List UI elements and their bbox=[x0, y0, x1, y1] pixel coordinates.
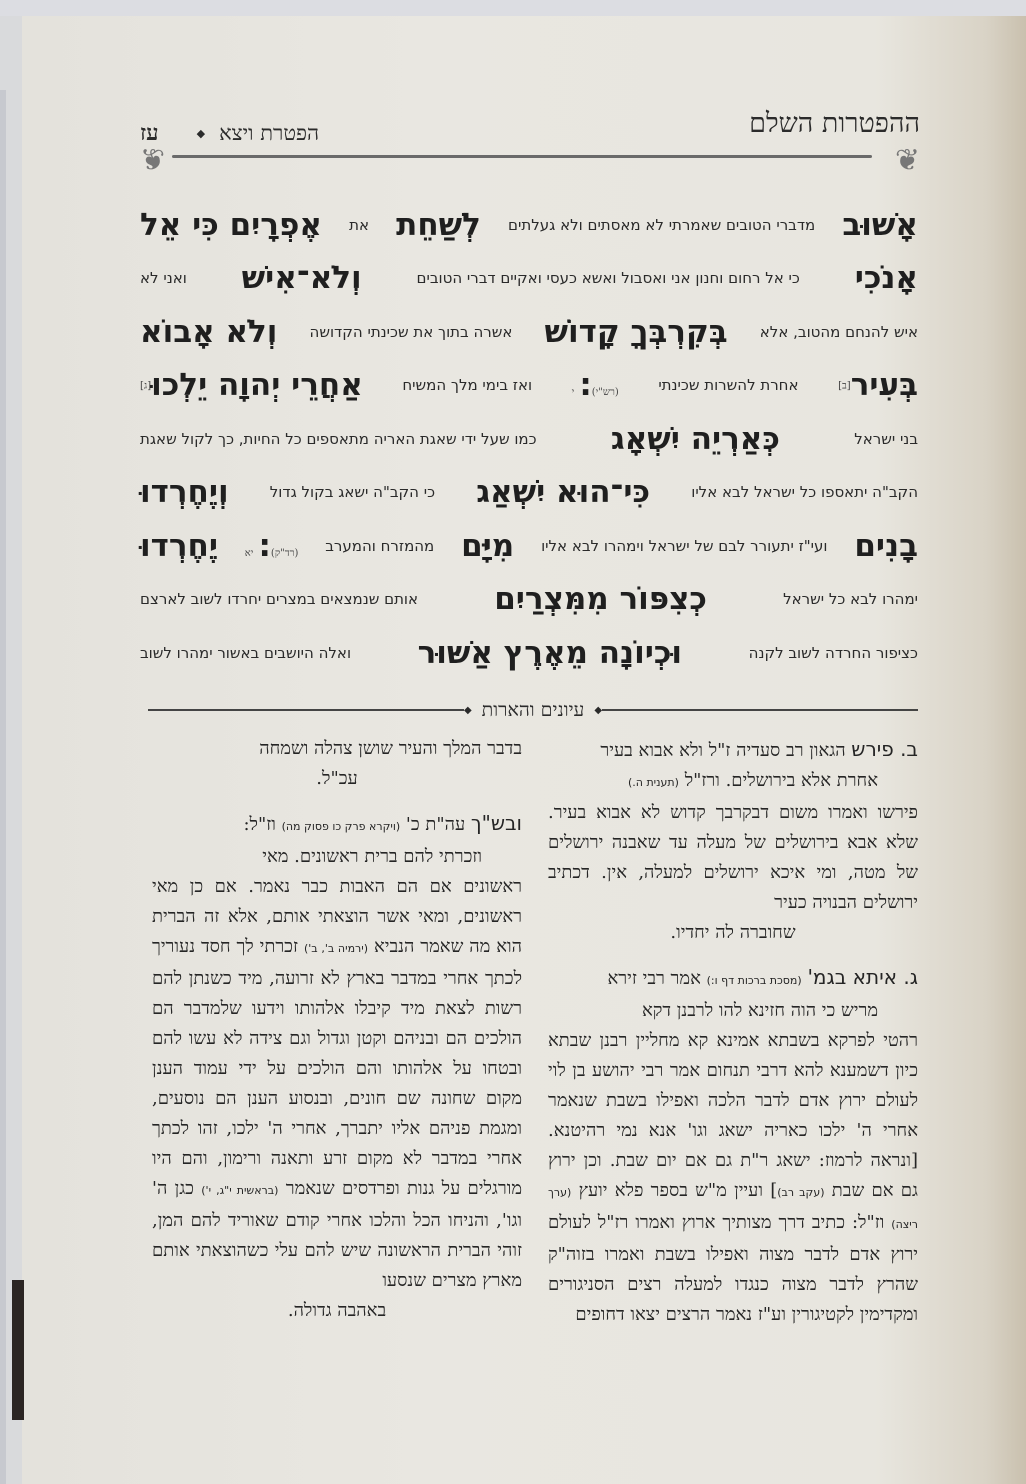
citation: (בראשית י"ג, י') bbox=[201, 1184, 279, 1197]
commentary-text: כי אל רחום וחנון אני ואסבול ואשא כעסי ואקיים דברי הטובים bbox=[416, 269, 800, 288]
citation: (תענית ה.) bbox=[627, 776, 679, 789]
header-rule bbox=[172, 155, 872, 158]
verse-word: בָנִים bbox=[854, 527, 918, 564]
book-title: ההפטרות השלם bbox=[749, 108, 920, 139]
commentary-text: אותם שנמצאים במצרים יחרדו לשוב לארצם bbox=[140, 590, 419, 609]
citation: (מסכת ברכות דף ו:) bbox=[706, 974, 802, 987]
verse-word: וּכְיוֹנָה מֵאֶרֶץ אַשּׁוּר bbox=[417, 634, 683, 671]
citation: (רד"ק) bbox=[270, 547, 299, 559]
citation: (ירמיה ב', ב') bbox=[303, 942, 368, 955]
commentary-text: מדברי הטובים שאמרתי לא מאסתים ולא געלתים bbox=[508, 215, 816, 234]
diamond-separator-icon: ◆ bbox=[196, 126, 206, 140]
verse-word: בְּקִרְבְּךָ קָדוֹשׁ bbox=[544, 313, 728, 350]
notes-title: עיונים והארות bbox=[481, 698, 585, 721]
verse-word: אֶפְרָיִם כִּי אֵל bbox=[140, 206, 322, 243]
verse-word: כִּי־הוּא יִשְׁאַג bbox=[476, 474, 651, 511]
note-text: פירשו ואמרו משום דבקרבך קדוש לא אבוא בעיר. שלא אבא בירושלים של מעלה עד שאבנה ירושלים של מטה, ומי איכא ירושלים למעלה, אין. דכתיב ירושלים הבנויה כעיר bbox=[548, 802, 918, 913]
note-text: וז"ל: bbox=[243, 814, 276, 835]
commentary-text: מהמזרח והמערב bbox=[325, 536, 435, 555]
text-line bbox=[140, 626, 918, 680]
commentary-text: כציפור החרדה לשוב לקנה bbox=[748, 643, 918, 662]
commentary-text: כמו שעל ידי שאגת האריה מתאספים כל החיות, כך לקול שאגת bbox=[140, 429, 537, 448]
note-lead: ג. איתא בגמ' bbox=[807, 965, 918, 989]
flourish-ornament-icon: ❦ bbox=[140, 143, 166, 178]
verse-word: מִיָּם bbox=[461, 527, 515, 564]
note-text: כגן ה' וגו', והניחו הכל והלכו אחרי קודם שאוריד להם המן, זוהי הברית הראשונה שיש להם עלי כשהוצאתי אותם מארץ מצרים שנסעו bbox=[152, 1178, 522, 1291]
footnote-marker: [ג] bbox=[140, 380, 152, 392]
note-text: ראשונים אם הם האבות כבר נאמר. אם כן מאי ראשונים, ומאי אשר הוצאתי אותם, אלא זה הברית הוא מה שאמר הנביא bbox=[152, 876, 522, 957]
book-spine bbox=[12, 1280, 24, 1420]
citation: (ערך ריצה) bbox=[548, 1186, 918, 1231]
note-text: באהבה גדולה. bbox=[287, 1300, 387, 1321]
note-text: אחרת אלא בירושלים. ורז"ל bbox=[684, 770, 878, 791]
verse-word: בְּעִיר bbox=[850, 367, 918, 404]
sof-pasuk: : bbox=[579, 367, 592, 404]
verse-word: וְלֹא־אִישׁ bbox=[241, 260, 362, 297]
notes-section-header bbox=[148, 700, 918, 720]
text-line bbox=[140, 359, 918, 413]
verse-number: י bbox=[571, 387, 575, 399]
page-number: עז bbox=[140, 120, 159, 146]
notes-column-right bbox=[548, 734, 918, 1344]
commentary-text: ועי"ז יתעורר לבם של ישראל וימהרו לבא אליו bbox=[541, 536, 828, 555]
note-b bbox=[548, 734, 918, 948]
note-text: וז"ל: כתיב דרך מצותיך ארוץ ואמרו רז"ל לעולם ירוץ אדם לדבר מצוה ואפילו בשבת ואמרו בזוה"ק שהרץ לדבר מצוה כנגדו למעלה רצים הסניגורים ומקדימין לקטיגורין וע"ז נאמר הרצים יצאו דחופים bbox=[548, 1212, 918, 1325]
commentary-text: ואני לא bbox=[140, 269, 187, 288]
verse-word: אָנֹכִי bbox=[854, 260, 918, 297]
note-lead: ב. פירש bbox=[851, 737, 918, 761]
sof-pasuk: : bbox=[258, 527, 271, 564]
note-text: וזכרתי להם ברית ראשונים. מאי bbox=[262, 846, 482, 867]
divider bbox=[148, 709, 464, 711]
flourish-ornament-icon: ❦ bbox=[894, 143, 920, 178]
citation: (עקב רב) bbox=[777, 1186, 825, 1199]
text-line bbox=[140, 573, 918, 627]
text-line bbox=[140, 466, 918, 520]
commentary-text: אשרה בתוך את שכינתי הקדושה bbox=[309, 322, 513, 341]
section-header bbox=[140, 120, 319, 146]
commentary-text: אחרת להשרות שכינתי bbox=[658, 376, 799, 395]
note-text: מריש כי הוה חזינא להו לרבנן דקא bbox=[641, 1000, 878, 1021]
verse-word: אַחֲרֵי יְהוָה יֵלְכוּ bbox=[151, 367, 363, 404]
note-text: אמר רבי זירא bbox=[607, 968, 701, 989]
footnote-marker: [ב] bbox=[838, 380, 851, 392]
commentary-text: את bbox=[349, 215, 369, 234]
citation: (ויקרא פרק כו פסוק מה) bbox=[281, 820, 401, 833]
text-line bbox=[140, 305, 918, 359]
note-text: ] ועיין מ"ש בספר פלא יועץ bbox=[578, 1180, 778, 1201]
note-g bbox=[548, 962, 918, 1330]
verse-word: לְשַׁחֵת bbox=[396, 206, 481, 243]
diamond-icon: ◆ bbox=[594, 704, 603, 716]
commentary-text: הקב"ה יתאספו כל ישראל לבא אליו bbox=[691, 483, 918, 502]
verse-number: יא bbox=[244, 547, 254, 559]
note-text: הגאון רב סעדיה ז"ל ולא אבוא בעיר bbox=[600, 740, 846, 761]
text-line bbox=[140, 198, 918, 252]
note-text: עה"ת כ' bbox=[405, 814, 466, 835]
verse-word: יֶחֶרְדוּ bbox=[140, 527, 218, 564]
divider bbox=[602, 709, 918, 711]
background-top-edge bbox=[0, 0, 1026, 16]
running-header bbox=[140, 108, 920, 188]
commentary-text: ואלה היושבים באשור ימהרו לשוב bbox=[140, 643, 352, 662]
note-text: שחוברה לה יחדיו. bbox=[670, 922, 796, 943]
citation: (רש"י) bbox=[591, 387, 619, 399]
verse-word: כְצִפּוֹר מִמִּצְרַיִם bbox=[494, 581, 707, 618]
commentary-text: בני ישראל bbox=[854, 429, 918, 448]
haftarah-text-with-commentary bbox=[140, 198, 918, 680]
verse-word: כְּאַרְיֵה יִשְׁאָג bbox=[610, 420, 780, 457]
verse-word: וְיֶחֶרְדוּ bbox=[140, 474, 229, 511]
text-line bbox=[140, 412, 918, 466]
note-text: בדבר המלך והעיר שושן צהלה ושמחה bbox=[259, 738, 522, 759]
text-line bbox=[140, 252, 918, 306]
verse-word: וְלֹא אָבוֹא bbox=[140, 313, 278, 350]
commentary-text: כי הקב"ה ישאג בקול גדול bbox=[269, 483, 436, 502]
verse-word: אָשׁוּב bbox=[842, 206, 918, 243]
note-shach bbox=[152, 808, 522, 1326]
note-lead: ובש"ך bbox=[470, 811, 522, 835]
page-stack-edge bbox=[0, 90, 6, 1484]
note-line bbox=[548, 766, 918, 798]
commentary-text: איש להנחם מהטוב, אלא bbox=[759, 322, 918, 341]
notes-column-left bbox=[152, 734, 522, 1340]
text-line bbox=[140, 519, 918, 573]
diamond-icon: ◆ bbox=[463, 704, 472, 716]
note-text: רהטי לפרקא בשבתא אמינא קא מחליין רבנן שבתא כיון דשמענא להא דרבי תנחום אמר רבי יהושע בן לוי לעולם ירוץ אדם לדבר הלכה ואפילו בשבת שנאמר אחרי ה' ילכו כאריה ישאג וגו' אנא נמי רהיטנא. [ונראה לרמוז: ישאג ר"ת גם אם יום שבת. וכן ירוץ גם אם שבת bbox=[548, 1030, 918, 1201]
note-text: עכ"ל. bbox=[316, 768, 358, 789]
commentary-text: ואז בימי מלך המשיח bbox=[402, 376, 533, 395]
section-title: הפטרת ויצא bbox=[219, 120, 320, 145]
note-continuation bbox=[152, 734, 522, 794]
note-text: זכרתי לך חסד נעוריך לכתך אחרי במדבר בארץ לא זרועה, מיד כשנתן להם רשות לצאת מיד קיבלו אלהותו וידעו שלמדבר הם הולכים הם ובניהם וקטן וגדול וגם צידה לא עשו להם ובטחו על אלהותו והם הולכים על ידי עמוד הענן מקום שחונה שם חונים, ובנסוע הענן הם נוסעים, ומגמת פניהם אליו יתברך, אחרי ה' ילכו, זהו לכתך אחרי במדבר לא מקום זרע ותאנה ורימון, והם היו מורגלים על גנות ופרדסים שנאמר bbox=[152, 936, 522, 1199]
commentary-text: ימהרו לבא כל ישראל bbox=[783, 590, 918, 609]
